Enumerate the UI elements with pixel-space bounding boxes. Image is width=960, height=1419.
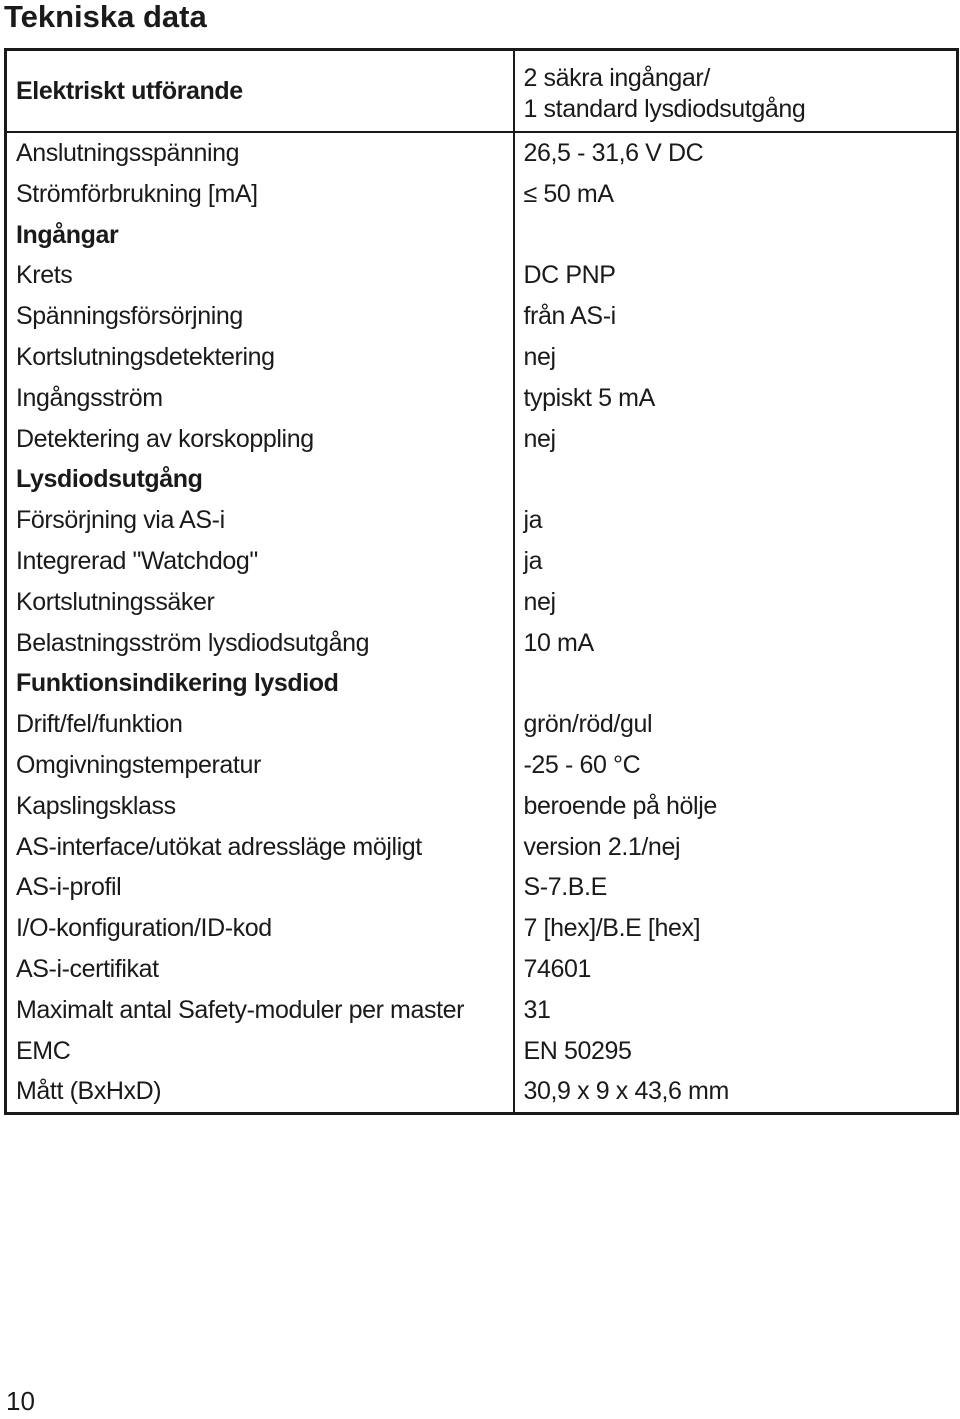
table-row <box>6 541 958 582</box>
spec-value: typiskt 5 mA <box>514 378 958 419</box>
table-row <box>6 908 958 949</box>
spec-value: ≤ 50 mA <box>514 174 958 215</box>
spec-value: nej <box>514 582 958 623</box>
table-row <box>6 1071 958 1113</box>
table-row <box>6 867 958 908</box>
spec-value: nej <box>514 419 958 460</box>
spec-value: beroende på hölje <box>514 786 958 827</box>
spec-label: Spänningsförsörjning <box>6 296 514 337</box>
spec-value <box>514 50 958 133</box>
spec-label: Ingångsström <box>6 378 514 419</box>
spec-label: I/O-konfiguration/ID-kod <box>6 908 514 949</box>
table-row <box>6 174 958 215</box>
table-row <box>6 582 958 623</box>
table-row <box>6 337 958 378</box>
table-row <box>6 745 958 786</box>
table-row <box>6 132 958 174</box>
spec-label: Strömförbrukning [mA] <box>6 174 514 215</box>
spec-value: grön/röd/gul <box>514 704 958 745</box>
spec-label: AS-interface/utökat adressläge möjligt <box>6 827 514 868</box>
spec-value: DC PNP <box>514 255 958 296</box>
technical-data-table <box>4 48 959 1115</box>
spec-label: Omgivningstemperatur <box>6 745 514 786</box>
spec-label: Försörjning via AS-i <box>6 500 514 541</box>
spec-label: Detektering av korskoppling <box>6 419 514 460</box>
spec-value <box>514 215 958 256</box>
page-title: Tekniska data <box>4 0 207 34</box>
table-row <box>6 296 958 337</box>
spec-value: 74601 <box>514 949 958 990</box>
spec-label: Maximalt antal Safety-moduler per master <box>6 990 514 1031</box>
spec-value: EN 50295 <box>514 1031 958 1072</box>
spec-label: Mått (BxHxD) <box>6 1071 514 1113</box>
spec-label: Krets <box>6 255 514 296</box>
spec-label: AS-i-profil <box>6 867 514 908</box>
table-row <box>6 459 958 500</box>
table-row <box>6 623 958 664</box>
spec-value: S-7.B.E <box>514 867 958 908</box>
spec-value: nej <box>514 337 958 378</box>
spec-value <box>514 663 958 704</box>
table-row <box>6 990 958 1031</box>
table-row <box>6 786 958 827</box>
spec-section-heading: Ingångar <box>6 215 514 256</box>
spec-label: Kapslingsklass <box>6 786 514 827</box>
spec-value: -25 - 60 °C <box>514 745 958 786</box>
spec-value: 30,9 x 9 x 43,6 mm <box>514 1071 958 1113</box>
spec-value: ja <box>514 541 958 582</box>
spec-value: 10 mA <box>514 623 958 664</box>
spec-value: 31 <box>514 990 958 1031</box>
page-number: 10 <box>6 1386 35 1416</box>
spec-value: från AS-i <box>514 296 958 337</box>
table-row <box>6 500 958 541</box>
spec-label: Kortslutningssäker <box>6 582 514 623</box>
spec-label: AS-i-certifikat <box>6 949 514 990</box>
spec-value-line: 1 standard lysdiodsutgång <box>523 95 806 123</box>
table-row <box>6 704 958 745</box>
spec-label: Belastningsström lysdiodsutgång <box>6 623 514 664</box>
spec-label: Drift/fel/funktion <box>6 704 514 745</box>
spec-label: Integrerad "Watchdog" <box>6 541 514 582</box>
table-row <box>6 663 958 704</box>
table-row <box>6 949 958 990</box>
spec-value: 7 [hex]/B.E [hex] <box>514 908 958 949</box>
spec-value: 26,5 - 31,6 V DC <box>514 132 958 174</box>
table-row <box>6 215 958 256</box>
table-row <box>6 378 958 419</box>
table-row <box>6 827 958 868</box>
spec-value: ja <box>514 500 958 541</box>
table-row <box>6 50 958 133</box>
spec-label: Kortslutningsdetektering <box>6 337 514 378</box>
spec-label: Elektriskt utförande <box>6 50 514 133</box>
spec-section-heading: Lysdiodsutgång <box>6 459 514 500</box>
spec-section-heading: Funktionsindikering lysdiod <box>6 663 514 704</box>
spec-label: EMC <box>6 1031 514 1072</box>
table-row <box>6 1031 958 1072</box>
spec-value: version 2.1/nej <box>514 827 958 868</box>
spec-value-line: 2 säkra ingångar/ <box>523 64 710 92</box>
spec-label: Anslutningsspänning <box>6 132 514 174</box>
spec-value <box>514 459 958 500</box>
table-row <box>6 255 958 296</box>
table-row <box>6 419 958 460</box>
